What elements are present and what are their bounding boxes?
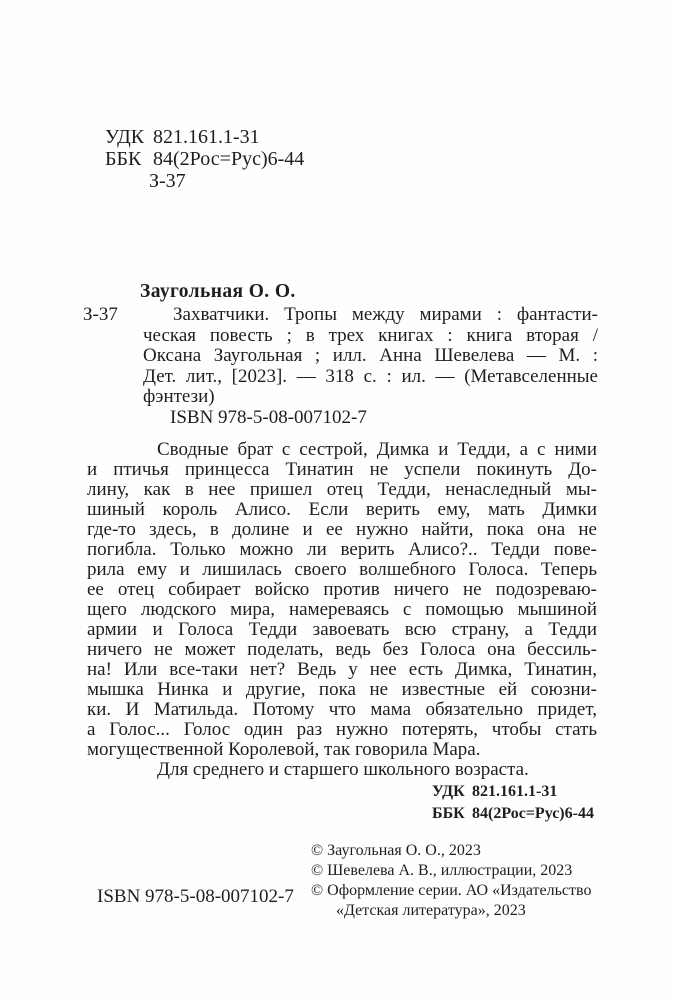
bibliographic-description [83, 304, 598, 429]
copyright-block [311, 841, 601, 921]
annotation-line: рила ему и лишилась своего волшебного Голоса. Теперь [87, 559, 597, 580]
copyright-line-continuation: «Детская литература», 2023 [336, 902, 526, 919]
biblio-isbn: ISBN 978-5-08-007102-7 [170, 406, 367, 428]
annotation-line: могущественной Королевой, так говорила Мара. [87, 739, 481, 760]
copyright-line: © Оформление серии. АО «Издательство [311, 882, 592, 899]
bbk-line-bottom [432, 803, 594, 825]
annotation-line: армии и Голоса Тедди завоевать всю страну, а Тедди [87, 619, 597, 640]
biblio-author-sign: З-37 [83, 304, 118, 325]
bbk-line [105, 148, 304, 170]
udk-label: УДК [105, 126, 145, 148]
top-classification-codes [105, 126, 304, 192]
author-sign: З-37 [149, 170, 186, 192]
udk-line [105, 126, 304, 148]
isbn-bottom: ISBN 978-5-08-007102-7 [97, 886, 294, 907]
annotation-line: где-то здесь, в долине и ее нужно найти, пока она не [87, 519, 597, 540]
bbk-label: ББК [105, 148, 142, 170]
annotation-line: Сводные брат с сестрой, Димка и Тедди, а с ними [157, 439, 597, 460]
copyright-line: © Шевелева А. В., иллюстрации, 2023 [311, 862, 573, 879]
copyright-line: © Заугольная О. О., 2023 [311, 842, 481, 859]
bottom-classification-codes [432, 781, 594, 824]
annotation-line: погибла. Только можно ли верить Алисо?.. Тедди пове- [87, 539, 597, 560]
annotation-line: на! Или все-таки нет? Ведь у нее есть Димка, Тинатин, [87, 659, 597, 680]
annotation-line: лину, как в нее пришел отец Тедди, ненаследный мы- [87, 479, 597, 500]
annotation-line: шиный король Алисо. Если верить ему, мать Димки [87, 499, 597, 520]
annotation-line: щего людского мира, намереваясь с помощью мышиной [87, 599, 597, 620]
annotation-line: ничего не может поделать, ведь без Голоса она бессиль- [87, 639, 597, 660]
udk-label: УДК [432, 783, 465, 800]
author-heading: Заугольная О. О. [140, 281, 296, 302]
udk-line-bottom [432, 781, 594, 803]
bbk-value: 84(2Рос=Рус)6-44 [472, 804, 594, 822]
annotation-line: мышка Нинка и другие, пока не известные ей союзни- [87, 679, 597, 700]
bbk-value: 84(2Рос=Рус)6-44 [153, 148, 305, 170]
author-sign-line [105, 170, 304, 192]
biblio-line: Захватчики. Тропы между мирами : фантасти- [173, 304, 598, 325]
bbk-label: ББК [432, 804, 465, 822]
annotation-line: и птичья принцесса Тинатин не успели покинуть До- [87, 459, 597, 480]
biblio-line: Оксана Заугольная ; илл. Анна Шевелева — М. : [143, 345, 598, 367]
annotation [87, 440, 597, 780]
annotation-line: ки. И Матильда. Потому что мама обязательно придет, [87, 699, 597, 720]
udk-value: 821.161.1-31 [472, 783, 558, 800]
annotation-line: а Голос... Голос один раз нужно потерять, чтобы стать [87, 719, 597, 740]
biblio-line: Дет. лит., [2023]. — 318 с. : ил. — (Метавселенные [143, 365, 598, 387]
biblio-line: ческая повесть ; в трех книгах : книга вторая / [143, 324, 598, 346]
annotation-line: ее отец собирает войско против ничего не подозреваю- [87, 579, 597, 600]
biblio-line: фэнтези) [143, 386, 215, 408]
udk-value: 821.161.1-31 [153, 126, 260, 148]
audience-note: Для среднего и старшего школьного возраста. [157, 759, 529, 780]
